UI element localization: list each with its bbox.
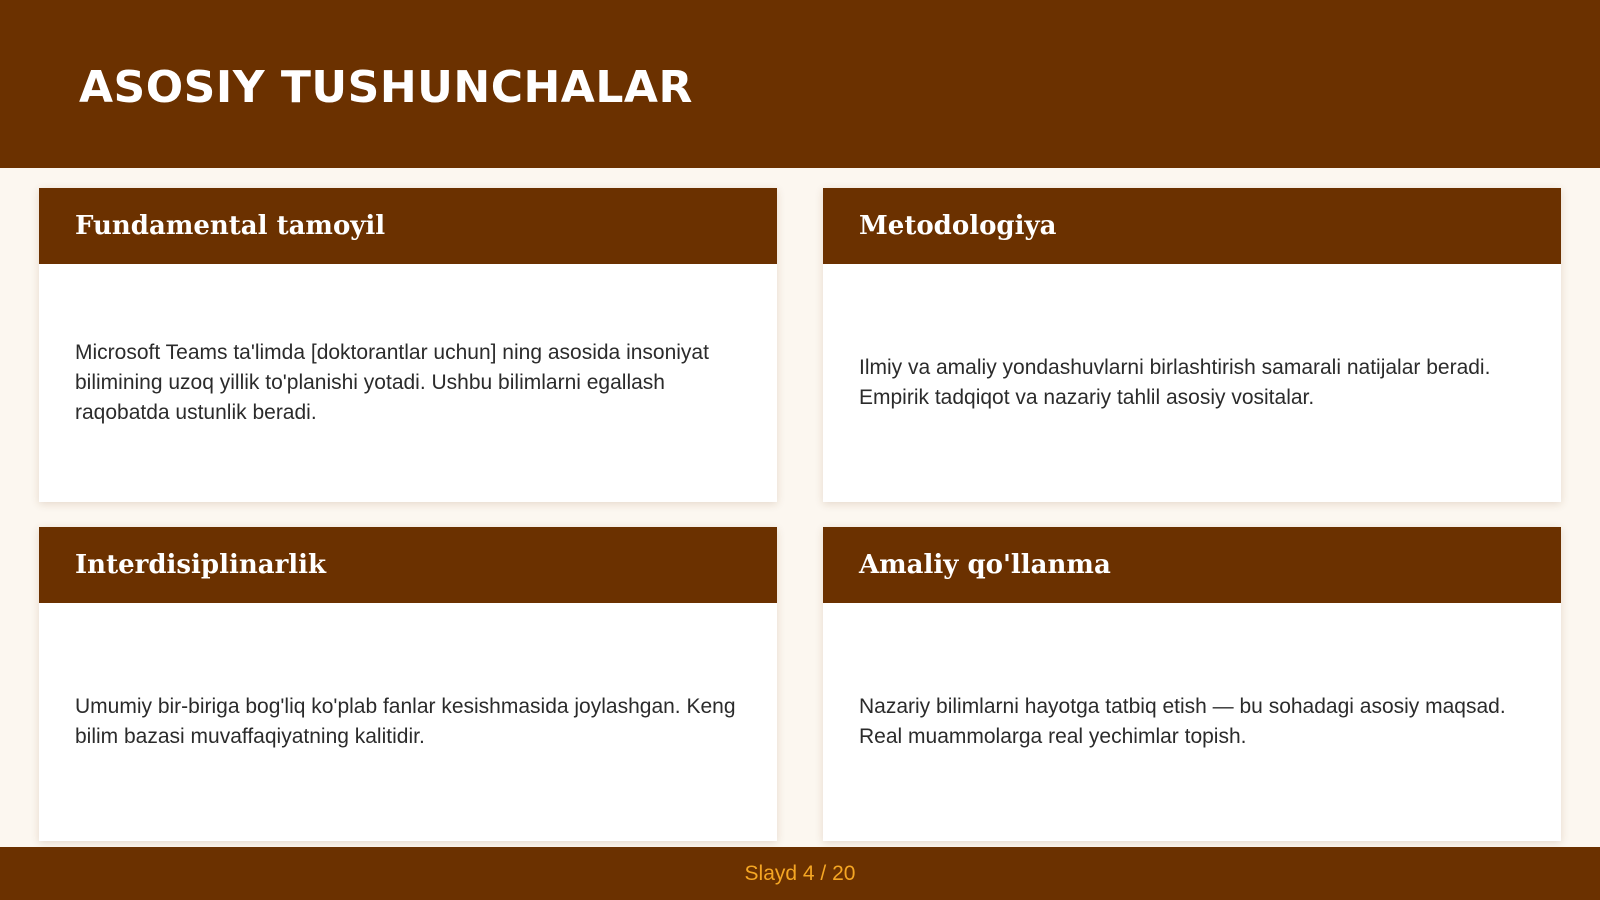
concept-card-fundamental — [39, 188, 777, 502]
card-text: Ilmiy va amaliy yondashuvlarni birlashtirish samarali natijalar beradi. Empirik tadqiqot va nazariy tahlil asosiy vositalar. — [859, 356, 1491, 409]
card-header — [39, 188, 777, 264]
card-title: Metodologiya — [859, 211, 1057, 241]
card-body — [823, 603, 1561, 841]
card-body — [39, 264, 777, 502]
card-header — [39, 527, 777, 603]
slide-title: ASOSIY TUSHUNCHALAR — [79, 62, 693, 113]
card-title: Amaliy qo'llanma — [859, 550, 1111, 580]
card-title: Interdisiplinarlik — [75, 550, 327, 580]
concept-card-methodology — [823, 188, 1561, 502]
concept-card-practical — [823, 527, 1561, 841]
card-title: Fundamental tamoyil — [75, 211, 386, 241]
card-body — [39, 603, 777, 841]
card-body — [823, 264, 1561, 502]
card-text: Nazariy bilimlarni hayotga tatbiq etish — bu sohadagi asosiy maqsad. Real muammolarga real yechimlar topish. — [859, 695, 1506, 748]
slide-footer — [0, 847, 1600, 900]
concept-card-interdisciplinary — [39, 527, 777, 841]
card-text: Umumiy bir-biriga bog'liq ko'plab fanlar kesishmasida joylashgan. Keng bilim bazasi muvaffaqiyatning kalitidir. — [75, 695, 736, 748]
card-header — [823, 188, 1561, 264]
card-text: Microsoft Teams ta'limda [doktorantlar uchun] ning asosida insoniyat bilimining uzoq yillik to'planishi yotadi. Ushbu bilimlarni egallash raqobatda ustunlik beradi. — [75, 341, 709, 424]
slide-counter: Slayd 4 / 20 — [744, 861, 856, 885]
slide-header — [0, 0, 1600, 168]
card-header — [823, 527, 1561, 603]
